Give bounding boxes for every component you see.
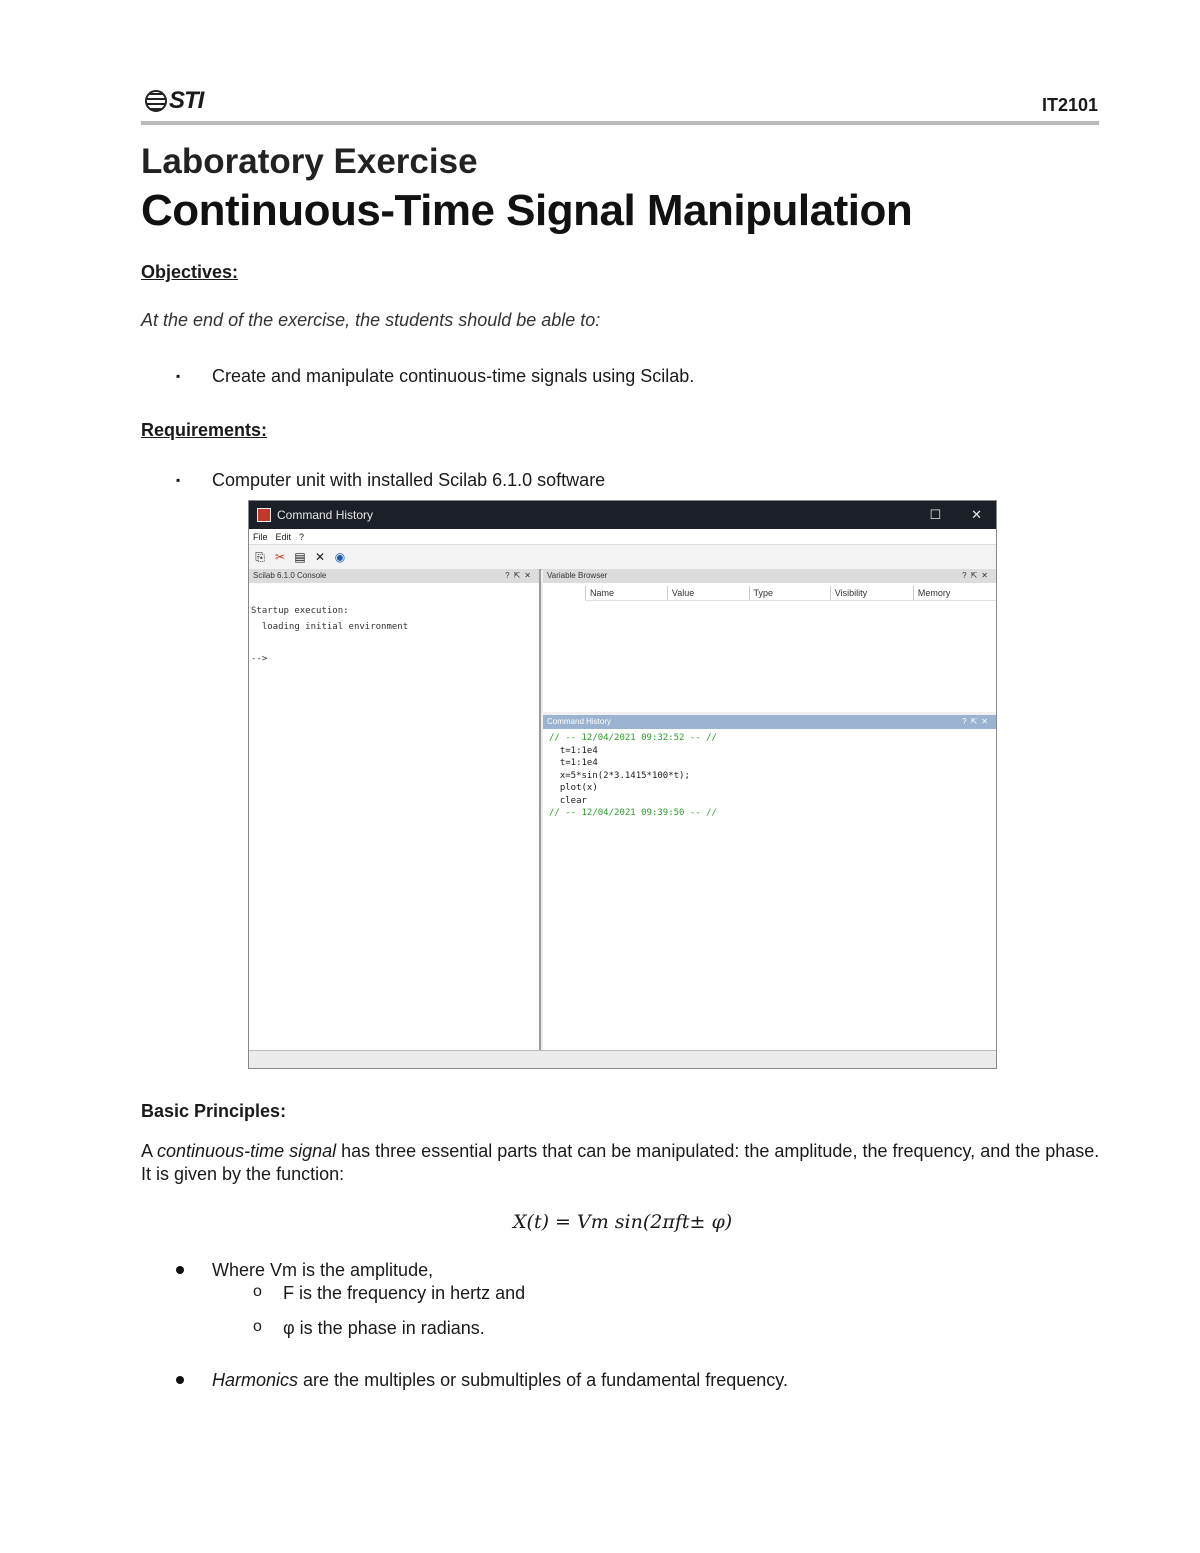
column-header[interactable]: Visibility — [830, 586, 913, 601]
para-italic-term: continuous-time signal — [157, 1141, 337, 1161]
sub-bullet-icon: o — [253, 1318, 262, 1335]
requirement-item — [176, 470, 606, 491]
command-history-pane — [543, 715, 996, 1051]
pane-controls-icon[interactable]: ?⇱✕ — [505, 571, 535, 580]
close-icon[interactable]: ✕ — [971, 507, 982, 522]
principle-bullet — [212, 1260, 433, 1281]
command-history-header — [543, 715, 996, 729]
console-prompt[interactable]: --> — [251, 654, 268, 664]
column-header[interactable]: Name — [586, 586, 668, 601]
console-line: Startup execution: — [251, 606, 349, 616]
column-header[interactable]: Type — [749, 586, 830, 601]
harmonics-text: are the multiples or submultiples of a fundamental frequency. — [298, 1370, 788, 1390]
history-entry[interactable]: x=5*sin(2*3.1415*100*t); — [549, 770, 690, 781]
console-pane[interactable] — [249, 569, 541, 1051]
basic-principles-paragraph — [141, 1140, 1101, 1186]
column-header[interactable]: Value — [667, 586, 749, 601]
course-code: IT2101 — [1041, 95, 1098, 115]
para-prefix: A — [141, 1141, 158, 1161]
objectives-heading: Objectives: — [141, 262, 239, 282]
cut-icon[interactable]: ✂ — [274, 550, 286, 564]
tools-icon[interactable]: ✕ — [314, 550, 326, 564]
globe-icon — [145, 90, 167, 112]
document-title: Continuous-Time Signal Manipulation — [141, 186, 913, 235]
history-entry[interactable]: t=1:1e4 — [549, 745, 598, 756]
menu-bar — [249, 529, 996, 545]
variable-browser-pane — [543, 569, 996, 712]
principle-bullet — [212, 1370, 788, 1391]
bullet-icon: ▪ — [176, 369, 181, 383]
principle-bullet-text: Where Vm is the amplitude, — [212, 1260, 434, 1280]
history-entry[interactable]: t=1:1e4 — [549, 758, 598, 768]
variable-browser-title: Variable Browser — [547, 571, 608, 580]
sti-logo — [145, 86, 215, 116]
console-line — [251, 635, 537, 651]
pane-controls-icon[interactable]: ?⇱✕ — [962, 571, 992, 580]
requirements-heading: Requirements: — [141, 420, 268, 440]
document-subtitle: Laboratory Exercise — [141, 142, 478, 181]
signal-formula: X(t) = Vm sin(2πft± φ) — [513, 1211, 733, 1233]
bullet-icon — [176, 1376, 184, 1384]
menu-help[interactable]: ? — [299, 531, 305, 542]
sub-bullet-icon: o — [253, 1283, 262, 1300]
window-titlebar — [249, 501, 996, 529]
bullet-icon: ▪ — [176, 473, 181, 487]
objective-item-text: Create and manipulate continuous-time signals using Scilab. — [212, 366, 695, 386]
para-rest: has three essential parts that can be manipulated: the amplitude, the frequency, and the phase. It is given by the function: — [141, 1141, 1100, 1184]
objective-item — [176, 366, 695, 387]
window-title: Command History — [277, 508, 374, 522]
principle-sub-bullet-text: F is the frequency in hertz and — [283, 1283, 526, 1303]
history-session-header[interactable]: // -- 12/04/2021 09:32:52 -- // — [549, 733, 717, 743]
variable-table — [585, 586, 996, 601]
maximize-icon[interactable]: ☐ — [929, 507, 942, 522]
bullet-icon — [176, 1266, 184, 1274]
scilab-window-screenshot — [248, 500, 997, 1069]
principle-sub-bullet-text: φ is the phase in radians. — [283, 1318, 485, 1338]
command-history-title: Command History — [547, 717, 612, 726]
variable-browser-header — [543, 569, 996, 583]
principle-sub-bullet — [253, 1283, 526, 1304]
harmonics-term: Harmonics — [212, 1370, 299, 1390]
toolbar — [249, 545, 996, 570]
console-pane-header — [249, 569, 539, 583]
requirement-item-text: Computer unit with installed Scilab 6.1.0 software — [212, 470, 606, 490]
console-line: loading initial environment — [251, 622, 409, 632]
history-entry[interactable]: clear — [549, 795, 587, 806]
logo-text: STI — [169, 87, 204, 114]
save-icon[interactable]: ▤ — [294, 550, 306, 564]
pane-controls-icon[interactable]: ?⇱✕ — [962, 717, 992, 726]
console-title: Scilab 6.1.0 Console — [253, 571, 327, 580]
history-session-header[interactable]: // -- 12/04/2021 09:39:50 -- // — [549, 808, 717, 818]
history-entry[interactable]: plot(x) — [549, 783, 598, 793]
header-divider — [141, 121, 1099, 125]
new-icon[interactable]: ⎘ — [255, 550, 265, 564]
menu-file[interactable]: File — [253, 531, 268, 542]
menu-edit[interactable]: Edit — [275, 531, 292, 542]
status-bar — [249, 1050, 996, 1068]
basic-principles-heading: Basic Principles: — [141, 1101, 287, 1121]
scilab-app-icon — [257, 508, 271, 522]
objectives-intro: At the end of the exercise, the students should be able to: — [141, 310, 601, 330]
help-icon[interactable]: ◉ — [334, 550, 346, 564]
column-header[interactable]: Memory — [913, 586, 996, 601]
principle-sub-bullet — [253, 1318, 485, 1339]
